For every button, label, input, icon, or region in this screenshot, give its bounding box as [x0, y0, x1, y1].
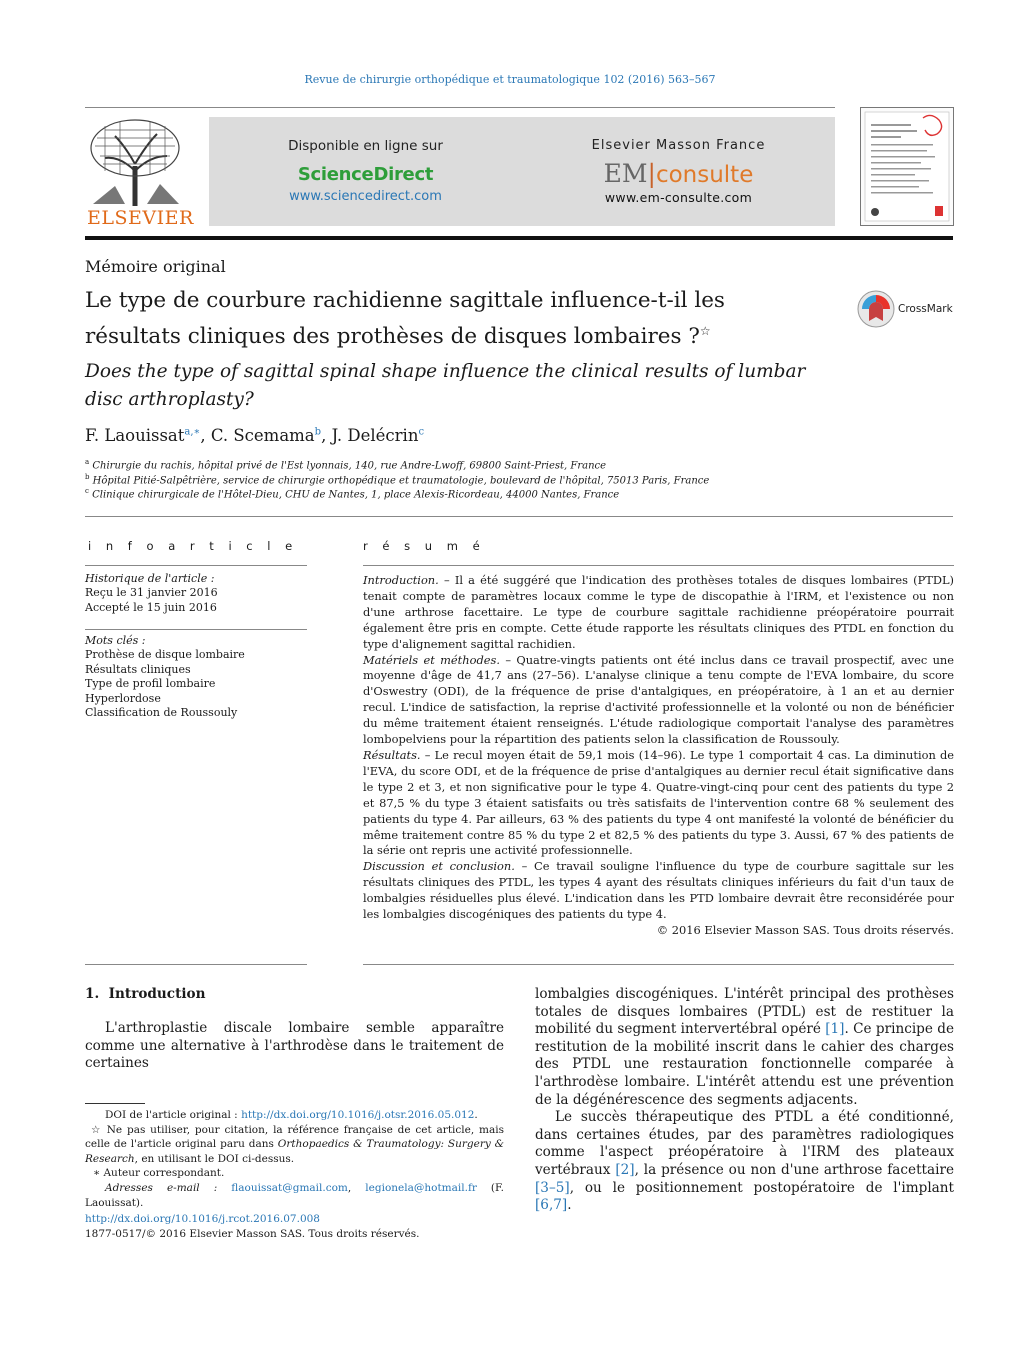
abstract-label: Discussion et conclusion.	[363, 859, 515, 874]
abstract-results	[363, 748, 954, 859]
affiliation-text: Clinique chirurgicale de l'Hôtel-Dieu, CHU de Nantes, 1, place Alexis-Ricordeau, 44000 Nantes, France	[92, 489, 620, 501]
article-doi-link[interactable]: http://dx.doi.org/10.1016/j.rcot.2016.07.008	[85, 1213, 320, 1225]
journal-reference[interactable]: Revue de chirurgie orthopédique et traumatologique 102 (2016) 563–567	[304, 73, 716, 86]
footnote-corresponding: ∗ Auteur correspondant.	[93, 1167, 225, 1180]
affiliation	[85, 487, 619, 500]
abstract-label: Introduction.	[363, 573, 439, 587]
sciencedirect-block	[209, 117, 522, 226]
email-link[interactable]: legionela@hotmail.fr	[365, 1181, 477, 1194]
abstract-body	[363, 573, 954, 923]
author-list: F. Laouissat$^{a,∗}$, C. Scemama$^b$, J. Delécrin$^c$	[85, 426, 425, 445]
abstract-label: Matériels et méthodes.	[363, 652, 500, 667]
footnote-emails: Adresses e-mail : flaouissat@gmail.com, legionela@hotmail.fr (F. Laouissat).	[85, 1181, 504, 1209]
abstract-text: – Quatre-vingts patients ont été inclus dans ce travail prospectif, avec une moyenne d'âge de 41,7 ans (27–56). L'analyse clinique a tenu compte de l'EVA lombaire, du score d'Oswestry (ODI), de la fréquence de prise d'antalgiques, en préopératoire, à 1 an et au dernier recul. L'indice de satisfaction, la reprise d'activité professionnelle et la volonté ou non de bénéficier du même traitement étaient renseignés. L'étude radiologique comportait l'analyse des paramètres lombopelviens pour la répartition des patients selon la classification de Roussouly.	[363, 652, 954, 747]
footnotes	[85, 1108, 504, 1210]
article-doi	[85, 1212, 419, 1241]
keyword: Hyperlordose	[85, 691, 161, 705]
abstract-discussion	[363, 859, 954, 923]
publisher-name: Elsevier Masson France	[591, 138, 766, 153]
affiliation	[85, 458, 606, 471]
resume-heading: r é s u m é	[363, 539, 486, 553]
available-label: Disponible en ligne sur	[288, 138, 443, 154]
intro-heading	[85, 986, 205, 1002]
info-article-heading: i n f o a r t i c l e	[88, 539, 298, 553]
affiliation-text: Chirurgie du rachis, hôpital privé de l'Est lyonnais, 140, rue Andre-Lwoff, 69800 Saint-Priest, France	[92, 460, 607, 472]
received-date: Reçu le 31 janvier 2016	[85, 586, 218, 600]
footnote-doi: DOI de l'article original : http://dx.doi.org/10.1016/j.otsr.2016.05.012.	[105, 1109, 478, 1121]
crossmark-icon	[857, 290, 895, 328]
keyword: Prothèse de disque lombaire	[85, 648, 245, 662]
footnote-marker: ☆	[91, 1123, 102, 1136]
abstract-text: – Ce travail souligne l'influence du type de courbure sagittale sur les résultats cliniques des PTDL, les types 4 ayant des résultats cliniques inférieurs du fait d'un taux de lombalgies résiduelles plus élevé. L'indication dans les PTD lombaire devrait être reconsidérée pour les lombalgies discogéniques des patients du type 4.	[363, 859, 954, 922]
footnote-marker: ∗	[93, 1167, 101, 1180]
keywords-block	[85, 634, 245, 720]
sciencedirect-link[interactable]: www.sciencedirect.com	[289, 189, 442, 204]
keyword: Type de profil lombaire	[85, 677, 216, 691]
article-history	[85, 572, 218, 615]
sidebar-rule	[85, 565, 307, 566]
history-label: Historique de l'article :	[85, 572, 215, 585]
crossmark-badge[interactable]	[857, 290, 957, 330]
author-affil-marker[interactable]: b	[314, 426, 322, 438]
emconsulte-link[interactable]: www.em-consulte.com	[604, 190, 753, 205]
intro-paragraph-2: Le succès thérapeutique des PTDL a été conditionné, dans certaines études, par des paramètres radiologiques comme l'aspect préopératoire à l'IRM des plateaux vertébraux [2], la présence ou non d'une arthrose facettaire [3–5], ou le positionnement postopératoire de l'implant [6,7].	[535, 1109, 954, 1214]
accepted-date: Accepté le 15 juin 2016	[85, 600, 217, 614]
journal-name: Orthopaedics & Traumatology: Surgery & Research	[85, 1138, 504, 1165]
emconsulte-logo[interactable]: EM|consulte	[603, 159, 754, 188]
citation-link[interactable]: [2]	[615, 1161, 635, 1178]
citation-link[interactable]: [6,7]	[535, 1197, 568, 1214]
sidebar-rule	[85, 629, 307, 630]
abstract-copyright: © 2016 Elsevier Masson SAS. Tous droits réservés.	[656, 923, 954, 937]
intro-paragraph-1: L'arthroplastie discale lombaire semble apparaître comme une alternative à l'arthrodèse dans le traitement de certaines	[85, 1020, 504, 1072]
abstract-introduction	[363, 573, 954, 653]
header-rule-thick	[85, 236, 953, 240]
affiliation-letter: a	[85, 458, 90, 466]
title-text: Le type de courbure rachidienne sagittale influence-t-il les résultats cliniques des prothèses de disques lombaires ?	[85, 288, 725, 350]
article-title-fr	[85, 286, 825, 352]
affiliation-letter: c	[85, 487, 89, 495]
section-divider	[85, 964, 307, 965]
availability-banner	[209, 117, 835, 226]
elsevier-tree-logo	[85, 116, 185, 208]
author-name: F. Laouissat	[85, 426, 185, 445]
intro-paragraph-1-cont: lombalgies discogéniques. L'intérêt principal des prothèses totales de disques lombaires (PTDL) est de restituer la mobilité du segment intervertébral opéré [1]. Ce principe de restitution de la mobilité inscrit dans le cahier des charges des PTDL une restauration fonctionnelle comparée à l'arthrodèse lombaire. L'intérêt attendu est une prévention de la dégénérescence des segments adjacents.	[535, 986, 954, 1108]
abstract-label: Résultats.	[363, 747, 421, 762]
section-divider	[85, 516, 953, 517]
header-rule	[85, 107, 835, 108]
citation-link[interactable]: [1]	[825, 1021, 845, 1038]
affiliation-text: Hôpital Pitié-Salpêtrière, service de chirurgie orthopédique et traumatologie, boulevard de l'hôpital, 75013 Paris, France	[92, 475, 710, 487]
heading-text: Introduction	[108, 986, 206, 1002]
author-affil-marker[interactable]: a,∗	[184, 426, 201, 438]
keyword: Classification de Roussouly	[85, 706, 238, 720]
intro-column-2	[535, 986, 954, 1215]
footnote-star: ☆ Ne pas utiliser, pour citation, la référence française de cet article, mais celle de l'article original paru dans Orthopaedics & Traumatology: Surgery & Research, en utilisant le DOI ci-dessus.	[85, 1123, 504, 1165]
emconsulte-block	[522, 117, 835, 226]
article-type: Mémoire original	[85, 257, 226, 276]
title-star-marker[interactable]: ☆	[699, 324, 711, 338]
crossmark-label: CrossMark	[898, 303, 953, 315]
original-doi-link[interactable]: http://dx.doi.org/10.1016/j.otsr.2016.05.012	[241, 1109, 475, 1121]
author-name: J. Delécrin	[331, 426, 419, 445]
elsevier-wordmark: ELSEVIER	[87, 207, 194, 229]
abstract-text: – Il a été suggéré que l'indication des prothèses totales de disques lombaires (PTDL) tenait compte de paramètres locaux comme le type de discopathie à l'IRM, et l'existence ou non d'une arthrose facettaire. Le type de courbure sagittale rachidienne préopératoire pourrait également être pris en compte. Cette étude rapporte les résultats cliniques des PTDL en fonction du type d'alignement sagittal rachidien.	[363, 573, 954, 651]
abstract-methods	[363, 653, 954, 748]
keyword: Résultats cliniques	[85, 662, 191, 676]
intro-paragraph	[85, 1020, 504, 1073]
heading-number: 1.	[85, 986, 100, 1002]
keywords-label: Mots clés :	[85, 634, 146, 647]
footnote-rule	[85, 1103, 145, 1104]
issn-copyright: 1877-0517/© 2016 Elsevier Masson SAS. Tous droits réservés.	[85, 1227, 420, 1240]
email-link[interactable]: flaouissat@gmail.com	[231, 1181, 348, 1194]
article-title-en: Does the type of sagittal spinal shape influence the clinical results of lumbar disc arthroplasty?	[85, 361, 806, 410]
citation-link[interactable]: [3–5]	[535, 1179, 570, 1196]
affiliation-letter: b	[85, 473, 90, 481]
sciencedirect-logo[interactable]: ScienceDirect	[297, 164, 434, 185]
resume-rule	[363, 565, 954, 566]
journal-cover-thumbnail[interactable]	[860, 107, 954, 226]
abstract-text: – Le recul moyen était de 59,1 mois (14–96). Le type 1 comportait 4 cas. La diminution de l'EVA, du score ODI, et de la fréquence de prise d'antalgiques au dernier recul était significative dans le type 2 et 3, et non significative pour le type 4. Quatre-vingt-cinq pour cent des patients du type 2 et 87,5 % du type 3 étaient satisfaits ou très satisfaits de l'intervention contre 68 % seulement des patients du type 4. Par ailleurs, 63 % des patients du type 4 ont manifesté la volonté de bénéficier du même traitement contre 85 % du type 2 et 82,5 % des patients du type 3. Aussi, 67 % des patients de la série ont repris une activité professionnelle.	[363, 747, 954, 858]
affiliation	[85, 473, 709, 486]
author-name: C. Scemama	[210, 426, 315, 445]
author-affil-marker[interactable]: c	[418, 426, 425, 438]
emconsulte-em: EM	[603, 159, 648, 188]
emconsulte-consulte: consulte	[655, 162, 754, 188]
section-divider	[363, 964, 954, 965]
